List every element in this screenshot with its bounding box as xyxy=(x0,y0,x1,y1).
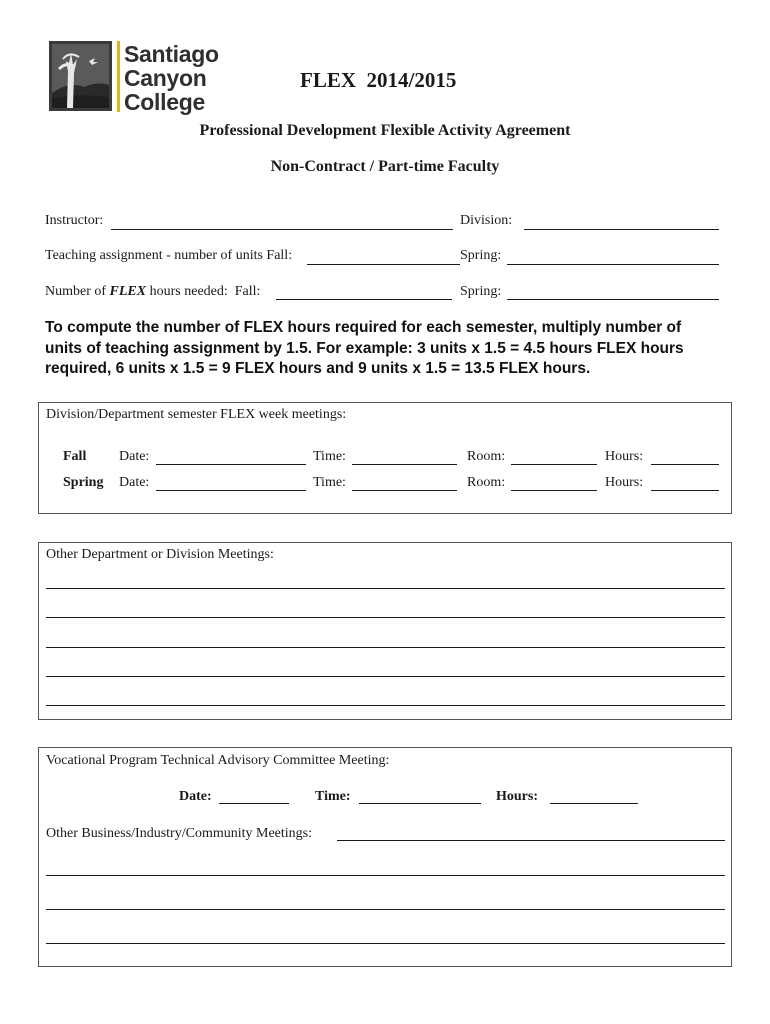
logo-divider xyxy=(117,41,120,112)
flex-hours-prefix: Number of xyxy=(45,284,110,299)
vocational-box xyxy=(38,747,732,967)
fall-time-label: Time: xyxy=(313,449,346,464)
fall-room-field[interactable] xyxy=(511,464,597,465)
vocational-heading: Vocational Program Technical Advisory Committee Meeting: xyxy=(46,753,390,768)
spring-room-label: Room: xyxy=(467,475,506,490)
instructions-line-2: units of teaching assignment by 1.5. For example: 3 units x 1.5 = 4.5 hours FLEX hours xyxy=(45,339,684,357)
teaching-units-label: Teaching assignment - number of units Fall: xyxy=(45,248,293,263)
other-meetings-line-2[interactable] xyxy=(46,617,725,618)
vocational-hours-label: Hours: xyxy=(496,789,538,804)
other-meetings-line-1[interactable] xyxy=(46,588,725,589)
vocational-time-field[interactable] xyxy=(359,803,481,804)
flex-week-heading: Division/Department semester FLEX week meetings: xyxy=(46,407,347,422)
fall-date-label: Date: xyxy=(119,449,150,464)
flex-week-meetings-box xyxy=(38,402,732,514)
other-business-line-3[interactable] xyxy=(46,909,725,910)
fall-units-field[interactable] xyxy=(307,264,460,265)
fall-meeting-hours-field[interactable] xyxy=(651,464,719,465)
spring-hours-field[interactable] xyxy=(507,299,719,300)
spring-meeting-hours-field[interactable] xyxy=(651,490,719,491)
vocational-hours-field[interactable] xyxy=(550,803,638,804)
division-field[interactable] xyxy=(524,229,719,230)
vocational-date-field[interactable] xyxy=(219,803,289,804)
spring-room-field[interactable] xyxy=(511,490,597,491)
other-business-label: Other Business/Industry/Community Meetings: xyxy=(46,826,312,841)
spring-time-label: Time: xyxy=(313,475,346,490)
flex-hours-label xyxy=(45,284,260,300)
other-business-line-4[interactable] xyxy=(46,943,725,944)
page-subtitle-faculty: Non-Contract / Part-time Faculty xyxy=(270,158,500,175)
logo-word-college: College xyxy=(124,89,205,115)
spring-units-label: Spring: xyxy=(460,248,502,263)
instructor-label: Instructor: xyxy=(45,213,104,228)
instructions-line-3: required, 6 units x 1.5 = 9 FLEX hours and 9 units x 1.5 = 13.5 FLEX hours. xyxy=(45,360,591,377)
instructions-line-1: To compute the number of FLEX hours required for each semester, multiply number of xyxy=(45,319,682,336)
page-title: FLEX 2014/2015 xyxy=(300,68,457,92)
spring-time-field[interactable] xyxy=(352,490,457,491)
other-meetings-line-3[interactable] xyxy=(46,647,725,648)
instructor-field[interactable] xyxy=(111,229,453,230)
other-meetings-box xyxy=(38,542,732,720)
spring-term-label: Spring xyxy=(63,475,104,490)
logo-word-canyon: Canyon xyxy=(124,65,207,91)
fall-hours-field[interactable] xyxy=(276,299,452,300)
flex-hours-suffix: hours needed: Fall: xyxy=(146,284,261,299)
other-meetings-line-4[interactable] xyxy=(46,676,725,677)
fall-hours-label: Hours: xyxy=(605,449,644,464)
other-business-field[interactable] xyxy=(337,840,725,841)
fall-time-field[interactable] xyxy=(352,464,457,465)
logo-word-santiago: Santiago xyxy=(124,41,219,67)
spring-units-field[interactable] xyxy=(507,264,719,265)
spring-date-field[interactable] xyxy=(156,490,306,491)
spring-hours-label: Spring: xyxy=(460,284,502,299)
spring-date-label: Date: xyxy=(119,475,150,490)
college-logo-icon xyxy=(49,41,112,111)
fall-term-label: Fall xyxy=(63,449,87,464)
flex-hours-flex: FLEX xyxy=(109,284,147,299)
other-meetings-heading: Other Department or Division Meetings: xyxy=(46,547,274,562)
fall-date-field[interactable] xyxy=(156,464,306,465)
vocational-date-label: Date: xyxy=(179,789,212,804)
spring-hours-label-2: Hours: xyxy=(605,475,644,490)
division-label: Division: xyxy=(460,213,513,228)
fall-room-label: Room: xyxy=(467,449,506,464)
page-subtitle: Professional Development Flexible Activity Agreement xyxy=(199,122,571,139)
vocational-time-label: Time: xyxy=(315,789,351,804)
other-business-line-2[interactable] xyxy=(46,875,725,876)
instructions-text xyxy=(45,318,745,380)
other-meetings-line-5[interactable] xyxy=(46,705,725,706)
